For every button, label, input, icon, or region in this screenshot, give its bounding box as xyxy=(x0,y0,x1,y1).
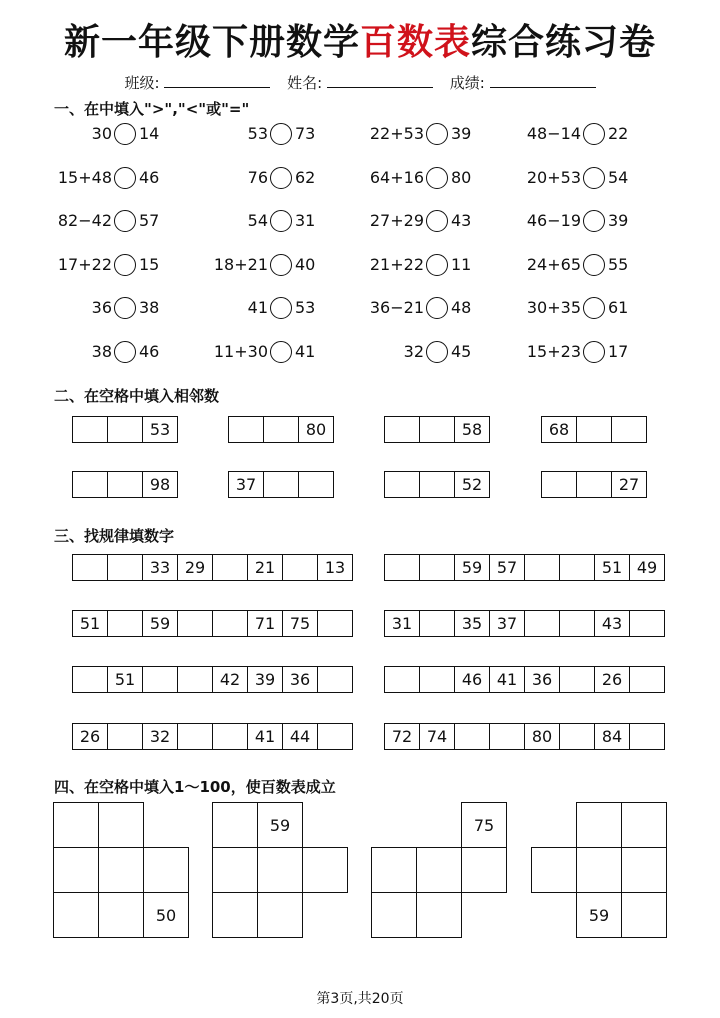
comparison-right: 55 xyxy=(608,255,629,274)
blank-cell[interactable] xyxy=(489,723,525,750)
blank-cell[interactable] xyxy=(107,610,143,637)
section1-heading: 一、在中填入">","<"或"=" xyxy=(54,100,250,118)
comparison-right: 14 xyxy=(139,124,160,143)
comparison-right: 62 xyxy=(295,168,316,187)
blank-cell[interactable] xyxy=(419,666,455,693)
comparison-right: 41 xyxy=(295,342,316,361)
comparison-right: 31 xyxy=(295,211,316,230)
given-cell: 29 xyxy=(177,554,213,581)
given-cell: 68 xyxy=(541,416,577,443)
blank-cell[interactable] xyxy=(419,610,455,637)
blank-cell[interactable] xyxy=(212,554,248,581)
given-cell: 21 xyxy=(247,554,283,581)
given-cell: 26 xyxy=(594,666,630,693)
blank-cell[interactable] xyxy=(212,847,258,893)
comparison-right: 61 xyxy=(608,298,629,317)
comparison-left: 21+22 xyxy=(369,255,424,274)
blank-cell[interactable] xyxy=(107,723,143,750)
number-row xyxy=(72,610,353,637)
blank-cell[interactable] xyxy=(621,802,667,848)
student-info xyxy=(0,72,720,93)
given-cell: 13 xyxy=(317,554,353,581)
number-row xyxy=(72,554,353,581)
answer-circle[interactable] xyxy=(270,254,292,276)
blank-cell[interactable] xyxy=(212,892,258,938)
blank-cell[interactable] xyxy=(72,416,108,443)
answer-circle[interactable] xyxy=(114,167,136,189)
comparison-right: 54 xyxy=(608,168,629,187)
given-cell: 50 xyxy=(143,892,189,938)
blank-cell[interactable] xyxy=(461,847,507,893)
answer-circle[interactable] xyxy=(583,254,605,276)
comparison-right: 40 xyxy=(295,255,316,274)
blank-cell[interactable] xyxy=(576,802,622,848)
blank-cell[interactable] xyxy=(298,471,334,498)
comparison-left: 18+21 xyxy=(213,255,268,274)
blank-cell[interactable] xyxy=(282,554,318,581)
comparison-left: 24+65 xyxy=(526,255,581,274)
comparison-right: 38 xyxy=(139,298,160,317)
blank-cell[interactable] xyxy=(98,892,144,938)
blank-cell[interactable] xyxy=(72,554,108,581)
blank-cell[interactable] xyxy=(454,723,490,750)
comparison-left: 27+29 xyxy=(369,211,424,230)
title-part3: 综合练习卷 xyxy=(471,22,657,63)
given-cell: 32 xyxy=(142,723,178,750)
given-cell: 52 xyxy=(454,471,490,498)
given-cell: 59 xyxy=(257,802,303,848)
comparison-left: 15+23 xyxy=(526,342,581,361)
blank-cell[interactable] xyxy=(98,847,144,893)
given-cell: 41 xyxy=(489,666,525,693)
blank-cell[interactable] xyxy=(611,416,647,443)
blank-cell[interactable] xyxy=(416,892,462,938)
given-cell: 46 xyxy=(454,666,490,693)
blank-cell[interactable] xyxy=(317,610,353,637)
given-cell: 57 xyxy=(489,554,525,581)
answer-circle[interactable] xyxy=(114,297,136,319)
blank-cell[interactable] xyxy=(177,723,213,750)
blank-cell[interactable] xyxy=(72,666,108,693)
number-row xyxy=(72,666,353,693)
given-cell: 75 xyxy=(461,802,507,848)
comparison-left: 30 xyxy=(91,124,112,143)
blank-cell[interactable] xyxy=(559,666,595,693)
blank-cell[interactable] xyxy=(107,416,143,443)
comparison-left: 36−21 xyxy=(369,298,424,317)
given-cell: 44 xyxy=(282,723,318,750)
answer-circle[interactable] xyxy=(583,210,605,232)
given-cell: 59 xyxy=(142,610,178,637)
blank-cell[interactable] xyxy=(576,847,622,893)
comparison-right: 57 xyxy=(139,211,160,230)
blank-cell[interactable] xyxy=(541,471,577,498)
answer-circle[interactable] xyxy=(114,341,136,363)
comparison-right: 46 xyxy=(139,168,160,187)
blank-cell[interactable] xyxy=(559,610,595,637)
blank-cell[interactable] xyxy=(142,666,178,693)
blank-cell[interactable] xyxy=(263,416,299,443)
given-cell: 71 xyxy=(247,610,283,637)
comparison-right: 48 xyxy=(451,298,472,317)
blank-cell[interactable] xyxy=(419,416,455,443)
number-row xyxy=(384,610,665,637)
comparison-right: 45 xyxy=(451,342,472,361)
blank-cell[interactable] xyxy=(524,610,560,637)
blank-cell[interactable] xyxy=(107,471,143,498)
comparison-right: 80 xyxy=(451,168,472,187)
given-cell: 80 xyxy=(298,416,334,443)
comparison-right: 15 xyxy=(139,255,160,274)
blank-cell[interactable] xyxy=(228,416,264,443)
number-row xyxy=(384,554,665,581)
blank-cell[interactable] xyxy=(384,471,420,498)
answer-circle[interactable] xyxy=(426,123,448,145)
given-cell: 37 xyxy=(489,610,525,637)
blank-cell[interactable] xyxy=(257,847,303,893)
blank-cell[interactable] xyxy=(317,666,353,693)
given-cell: 36 xyxy=(282,666,318,693)
blank-cell[interactable] xyxy=(53,802,99,848)
name-label: 姓名: xyxy=(287,74,323,92)
given-cell: 31 xyxy=(384,610,420,637)
answer-circle[interactable] xyxy=(426,210,448,232)
blank-cell[interactable] xyxy=(371,847,417,893)
answer-circle[interactable] xyxy=(270,167,292,189)
comparison-left: 22+53 xyxy=(369,124,424,143)
number-row xyxy=(384,666,665,693)
blank-cell[interactable] xyxy=(317,723,353,750)
blank-cell[interactable] xyxy=(629,723,665,750)
given-cell: 35 xyxy=(454,610,490,637)
class-label: 班级: xyxy=(124,74,160,92)
blank-cell[interactable] xyxy=(263,471,299,498)
class-field xyxy=(124,74,270,92)
comparison-right: 39 xyxy=(608,211,629,230)
given-cell: 42 xyxy=(212,666,248,693)
given-cell: 51 xyxy=(72,610,108,637)
given-cell: 59 xyxy=(576,892,622,938)
blank-cell[interactable] xyxy=(53,847,99,893)
blank-cell[interactable] xyxy=(98,802,144,848)
blank-cell[interactable] xyxy=(177,610,213,637)
number-row xyxy=(72,723,353,750)
answer-circle[interactable] xyxy=(583,123,605,145)
blank-cell[interactable] xyxy=(53,892,99,938)
blank-cell[interactable] xyxy=(419,554,455,581)
comparison-left: 54 xyxy=(247,211,268,230)
section2-heading: 二、在空格中填入相邻数 xyxy=(54,387,220,405)
answer-circle[interactable] xyxy=(270,210,292,232)
number-row xyxy=(72,471,178,498)
comparison-right: 53 xyxy=(295,298,316,317)
answer-circle[interactable] xyxy=(114,254,136,276)
name-blank[interactable] xyxy=(327,73,433,88)
comparison-right: 39 xyxy=(451,124,472,143)
section4-heading: 四、在空格中填入1～100，使百数表成立 xyxy=(54,778,336,796)
comparison-left: 76 xyxy=(247,168,268,187)
blank-cell[interactable] xyxy=(621,847,667,893)
blank-cell[interactable] xyxy=(524,554,560,581)
blank-cell[interactable] xyxy=(212,723,248,750)
class-blank[interactable] xyxy=(164,73,270,88)
given-cell: 36 xyxy=(524,666,560,693)
given-cell: 37 xyxy=(228,471,264,498)
title-highlight: 百数表 xyxy=(359,22,471,63)
blank-cell[interactable] xyxy=(621,892,667,938)
number-row xyxy=(384,416,490,443)
blank-cell[interactable] xyxy=(576,471,612,498)
comparison-right: 43 xyxy=(451,211,472,230)
score-label: 成绩: xyxy=(449,74,485,92)
title-part1: 新一年级下册数学 xyxy=(63,22,360,63)
comparison-left: 15+48 xyxy=(57,168,112,187)
given-cell: 41 xyxy=(247,723,283,750)
answer-circle[interactable] xyxy=(270,123,292,145)
given-cell: 33 xyxy=(142,554,178,581)
answer-circle[interactable] xyxy=(270,341,292,363)
blank-cell[interactable] xyxy=(371,892,417,938)
blank-cell[interactable] xyxy=(143,847,189,893)
comparison-right: 11 xyxy=(451,255,472,274)
answer-circle[interactable] xyxy=(583,167,605,189)
comparison-left: 17+22 xyxy=(57,255,112,274)
given-cell: 72 xyxy=(384,723,420,750)
blank-cell[interactable] xyxy=(384,554,420,581)
given-cell: 51 xyxy=(107,666,143,693)
number-row xyxy=(228,471,334,498)
given-cell: 53 xyxy=(142,416,178,443)
answer-circle[interactable] xyxy=(583,297,605,319)
given-cell: 43 xyxy=(594,610,630,637)
given-cell: 59 xyxy=(454,554,490,581)
blank-cell[interactable] xyxy=(257,892,303,938)
given-cell: 26 xyxy=(72,723,108,750)
blank-cell[interactable] xyxy=(107,554,143,581)
given-cell: 39 xyxy=(247,666,283,693)
given-cell: 51 xyxy=(594,554,630,581)
answer-circle[interactable] xyxy=(426,167,448,189)
comparison-left: 82−42 xyxy=(57,211,112,230)
blank-cell[interactable] xyxy=(302,847,348,893)
blank-cell[interactable] xyxy=(212,610,248,637)
blank-cell[interactable] xyxy=(416,847,462,893)
answer-circle[interactable] xyxy=(426,254,448,276)
blank-cell[interactable] xyxy=(629,610,665,637)
comparison-right: 46 xyxy=(139,342,160,361)
number-row xyxy=(541,471,647,498)
comparison-left: 64+16 xyxy=(369,168,424,187)
blank-cell[interactable] xyxy=(72,471,108,498)
comparison-right: 22 xyxy=(608,124,629,143)
number-row xyxy=(72,416,178,443)
given-cell: 84 xyxy=(594,723,630,750)
blank-cell[interactable] xyxy=(212,802,258,848)
comparison-left: 20+53 xyxy=(526,168,581,187)
comparison-left: 36 xyxy=(91,298,112,317)
number-row xyxy=(228,416,334,443)
answer-circle[interactable] xyxy=(114,210,136,232)
answer-circle[interactable] xyxy=(426,341,448,363)
name-field xyxy=(287,74,433,92)
number-row xyxy=(384,723,665,750)
number-row xyxy=(384,471,490,498)
given-cell: 27 xyxy=(611,471,647,498)
blank-cell[interactable] xyxy=(576,416,612,443)
page-title xyxy=(0,14,720,65)
answer-circle[interactable] xyxy=(426,297,448,319)
comparison-left: 41 xyxy=(247,298,268,317)
given-cell: 98 xyxy=(142,471,178,498)
comparison-right: 17 xyxy=(608,342,629,361)
score-field xyxy=(450,74,596,92)
given-cell: 75 xyxy=(282,610,318,637)
given-cell: 74 xyxy=(419,723,455,750)
comparison-left: 46−19 xyxy=(526,211,581,230)
answer-circle[interactable] xyxy=(270,297,292,319)
given-cell: 49 xyxy=(629,554,665,581)
given-cell: 80 xyxy=(524,723,560,750)
given-cell: 58 xyxy=(454,416,490,443)
blank-cell[interactable] xyxy=(177,666,213,693)
section3-heading: 三、找规律填数字 xyxy=(54,527,175,545)
comparison-left: 30+35 xyxy=(526,298,581,317)
page-footer: 第3页,共20页 xyxy=(316,991,404,1007)
score-blank[interactable] xyxy=(490,73,596,88)
comparison-left: 32 xyxy=(403,342,424,361)
blank-cell[interactable] xyxy=(559,723,595,750)
comparison-left: 48−14 xyxy=(526,124,581,143)
blank-cell[interactable] xyxy=(419,471,455,498)
comparison-right: 73 xyxy=(295,124,316,143)
blank-cell[interactable] xyxy=(384,666,420,693)
comparison-left: 53 xyxy=(247,124,268,143)
comparison-left: 11+30 xyxy=(213,342,268,361)
blank-cell[interactable] xyxy=(531,847,577,893)
answer-circle[interactable] xyxy=(114,123,136,145)
number-row xyxy=(541,416,647,443)
blank-cell[interactable] xyxy=(629,666,665,693)
blank-cell[interactable] xyxy=(559,554,595,581)
blank-cell[interactable] xyxy=(384,416,420,443)
comparison-left: 38 xyxy=(91,342,112,361)
answer-circle[interactable] xyxy=(583,341,605,363)
